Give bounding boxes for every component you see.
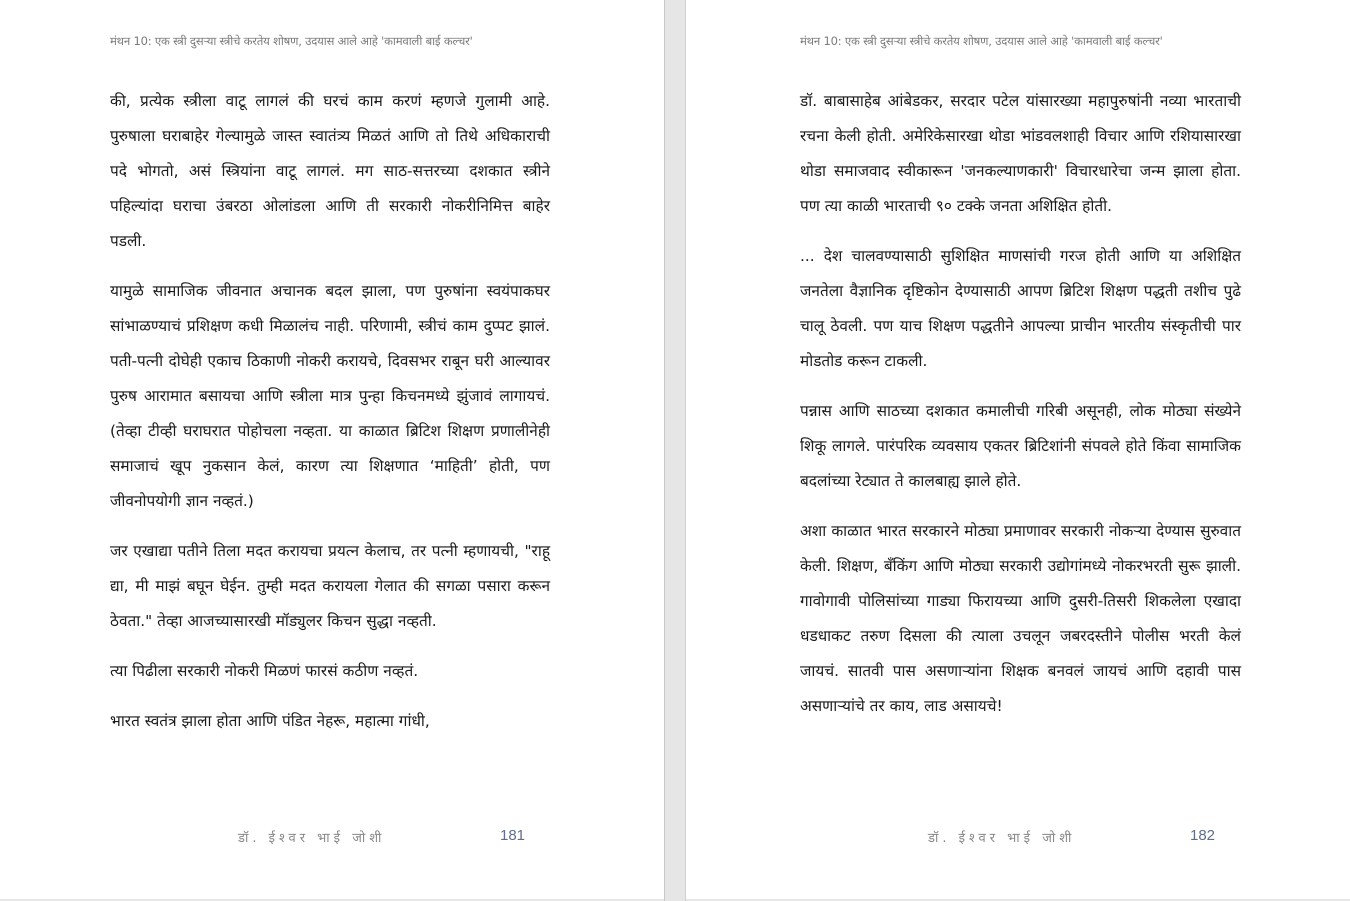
paragraph: जर एखाद्या पतीने तिला मदत करायचा प्रयत्न केलाच, तर पत्नी म्हणायची, "राहू द्या, मी माझं बघून घेईन. तुम्ही मदत करायला गेलात की सगळा पसारा करून ठेवता." तेव्हा आजच्यासारखी मॉड्युलर किचन सुद्धा नव्हती. (110, 542, 550, 630)
running-head: मंथन 10: एक स्त्री दुसऱ्या स्त्रीचे करतेय शोषण, उदयास आले आहे 'कामवाली बाई कल्चर' (800, 34, 1163, 48)
page-number: 181 (500, 827, 526, 844)
footer-author: डॉ. ईश्वर भाई जोशी (238, 831, 386, 846)
document-page-182 (686, 0, 1350, 899)
paragraph: अशा काळात भारत सरकारने मोठ्या प्रमाणावर सरकारी नोकऱ्या देण्यास सुरुवात केली. शिक्षण, बँकिंग आणि मोठ्या सरकारी उद्योगांमध्ये नोकरभरती सुरू झाली. गावोगावी पोलिसांच्या गाड्या फिरायच्या आणि दुसरी-तिसरी शिकलेला एखादा धडधाकट तरुण दिसला की त्याला उचलून जबरदस्तीने पोलीस भरती केलं जायचं. सातवी पास असणाऱ्यांना शिक्षक बनवलं जायचं आणि दहावी पास असणाऱ्यांचे तर काय, लाड असायचे! (800, 522, 1241, 715)
page-body (110, 84, 550, 754)
page-edge-left (664, 0, 665, 901)
paragraph: पन्नास आणि साठच्या दशकात कमालीची गरिबी असूनही, लोक मोठ्या संख्येने शिकू लागले. पारंपरिक व्यवसाय एकतर ब्रिटिशांनी संपवले होते किंवा सामाजिक बदलांच्या रेट्यात ते कालबाह्य झाले होते. (800, 402, 1241, 490)
page-body (800, 84, 1241, 739)
footer-author: डॉ. ईश्वर भाई जोशी (928, 831, 1076, 846)
paragraph: ... देश चालवण्यासाठी सुशिक्षित माणसांची गरज होती आणि या अशिक्षित जनतेला वैज्ञानिक दृष्टिकोन देण्यासाठी आपण ब्रिटिश शिक्षण पद्धती तशीच पुढे चालू ठेवली. पण याच शिक्षण पद्धतीने आपल्या प्राचीन भारतीय संस्कृतीची पार मोडतोड करून टाकली. (800, 247, 1241, 370)
paragraph: की, प्रत्येक स्त्रीला वाटू लागलं की घरचं काम करणं म्हणजे गुलामी आहे. पुरुषाला घराबाहेर गेल्यामुळे जास्त स्वातंत्र्य मिळतं आणि तो तिथे अधिकाराची पदे भोगतो, असं स्त्रियांना वाटू लागलं. मग साठ-सत्तरच्या दशकात स्त्रीने पहिल्यांदा घराचा उंबरठा ओलांडला आणि ती सरकारी नोकरीनिमित्त बाहेर पडली. (110, 92, 550, 250)
paragraph: डॉ. बाबासाहेब आंबेडकर, सरदार पटेल यांसारख्या महापुरुषांनी नव्या भारताची रचना केली होती. अमेरिकेसारखा थोडा भांडवलशाही विचार आणि रशियासारखा थोडा समाजवाद स्वीकारून 'जनकल्याणकारी' विचारधारेचा जन्म झाला होता. पण त्या काळी भारताची ९० टक्के जनता अशिक्षित होती. (800, 92, 1241, 215)
paragraph: त्या पिढीला सरकारी नोकरी मिळणं फारसं कठीण नव्हतं. (110, 662, 419, 680)
paragraph: यामुळे सामाजिक जीवनात अचानक बदल झाला, पण पुरुषांना स्वयंपाकघर सांभाळण्याचं प्रशिक्षण कधी मिळालंच नाही. परिणामी, स्त्रीचं काम दुप्पट झालं. पती-पत्नी दोघेही एकाच ठिकाणी नोकरी करायचे, दिवसभर राबून घरी आल्यावर पुरुष आरामात बसायचा आणि स्त्रीला मात्र पुन्हा किचनमध्ये झुंजावं लागायचं. (तेव्हा टीव्ही घराघरात पोहोचला नव्हता. या काळात ब्रिटिश शिक्षण प्रणालीनेही समाजाचं खूप नुकसान केलं, कारण त्या शिक्षणात ‘माहिती’ होती, पण जीवनोपयोगी ज्ञान नव्हतं.) (110, 282, 550, 510)
document-page-181 (0, 0, 664, 899)
page-number: 182 (1190, 827, 1216, 844)
running-head: मंथन 10: एक स्त्री दुसऱ्या स्त्रीचे करतेय शोषण, उदयास आले आहे 'कामवाली बाई कल्चर' (110, 34, 473, 48)
paragraph: भारत स्वतंत्र झाला होता आणि पंडित नेहरू, महात्मा गांधी, (110, 712, 430, 730)
